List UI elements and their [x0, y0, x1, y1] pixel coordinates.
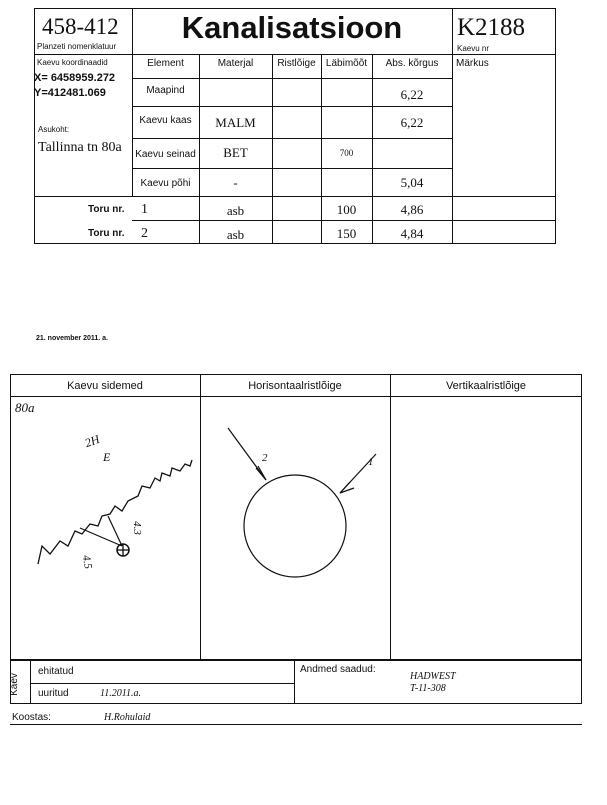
row-diameter: 700	[339, 148, 354, 158]
pipe-height: 4,84	[400, 226, 424, 241]
pipe-number: 1	[141, 202, 148, 217]
annot-e: E	[103, 450, 111, 464]
well-connections-sketch	[10, 396, 200, 660]
row-element: Maapind	[146, 85, 185, 96]
data-source-code: T-11-308	[410, 683, 446, 694]
pipe-label: Toru nr.	[88, 228, 125, 239]
col-well-connections: Kaevu sidemed	[67, 380, 143, 392]
pipe-diameter: 150	[336, 226, 357, 241]
compiler-value: H.Rohulaid	[104, 712, 151, 723]
pipe-material: asb	[226, 227, 245, 242]
col-header-diameter: Läbimõõt	[325, 58, 368, 69]
pipe-material: asb	[226, 203, 245, 218]
compiler-label: Koostas:	[12, 712, 51, 723]
col-header-material: Materjal	[217, 58, 254, 69]
built-label: ehitatud	[38, 666, 74, 677]
col-header-element: Element	[147, 58, 184, 69]
pipe-height: 4,86	[400, 202, 424, 217]
data-source-value: HADWEST	[410, 671, 456, 682]
row-height: 6,22	[400, 87, 424, 102]
footer-frame	[10, 660, 582, 704]
coords-label: Kaevu koordinaadid	[37, 58, 108, 67]
row-height: 5,04	[400, 175, 424, 190]
pipe-diameter: 100	[336, 202, 357, 217]
coord-y: Y=412481.069	[34, 87, 106, 99]
surveyed-value: 11.2011.a.	[100, 688, 142, 699]
col-header-height: Abs. kõrgus	[385, 58, 439, 69]
row-element: Kaevu seinad	[135, 149, 196, 160]
nomenclature-label: Planzeti nomenklatuur	[37, 42, 117, 51]
page-title: Kanalisatsioon	[181, 10, 403, 45]
horizontal-section-sketch	[200, 396, 390, 660]
row-material: BET	[223, 145, 248, 160]
coord-x: X= 6458959.272	[34, 72, 116, 84]
col-vertical-section: Vertikaalristlõige	[445, 380, 527, 392]
pipe-number: 2	[141, 226, 148, 241]
row-element: Kaevu põhi	[140, 178, 191, 189]
col-header-note: Märkus	[456, 58, 489, 69]
col-header-cross: Ristlõige	[277, 58, 316, 69]
row-element: Kaevu kaas	[139, 115, 192, 126]
location-label: Asukoht:	[38, 125, 70, 134]
nomenclature-code: 458-412	[42, 14, 119, 39]
annot-4-5: 4.5	[79, 554, 94, 570]
annot-80a: 80a	[15, 400, 35, 415]
annot-pipe-2: 2	[262, 452, 268, 464]
annot-pipe-1: 1	[368, 456, 374, 468]
surveyed-label: uuritud	[38, 688, 69, 699]
well-number: K2188	[457, 14, 526, 41]
document-date: 21. november 2011. a.	[36, 335, 108, 342]
col-horizontal-section: Horisontaalristlõige	[248, 380, 342, 392]
location-value: Tallinna tn 80a	[38, 140, 122, 155]
row-material: -	[233, 175, 238, 190]
pipe-label: Toru nr.	[88, 204, 125, 215]
side-label-well: Kaev	[8, 673, 20, 696]
annot-4-3: 4.3	[130, 521, 143, 535]
row-height: 6,22	[400, 115, 424, 130]
row-material: MALM	[215, 115, 256, 130]
data-source-label: Andmed saadud:	[300, 664, 376, 675]
annot-2h: 2H	[82, 431, 102, 451]
well-number-label: Kaevu nr	[457, 44, 490, 53]
